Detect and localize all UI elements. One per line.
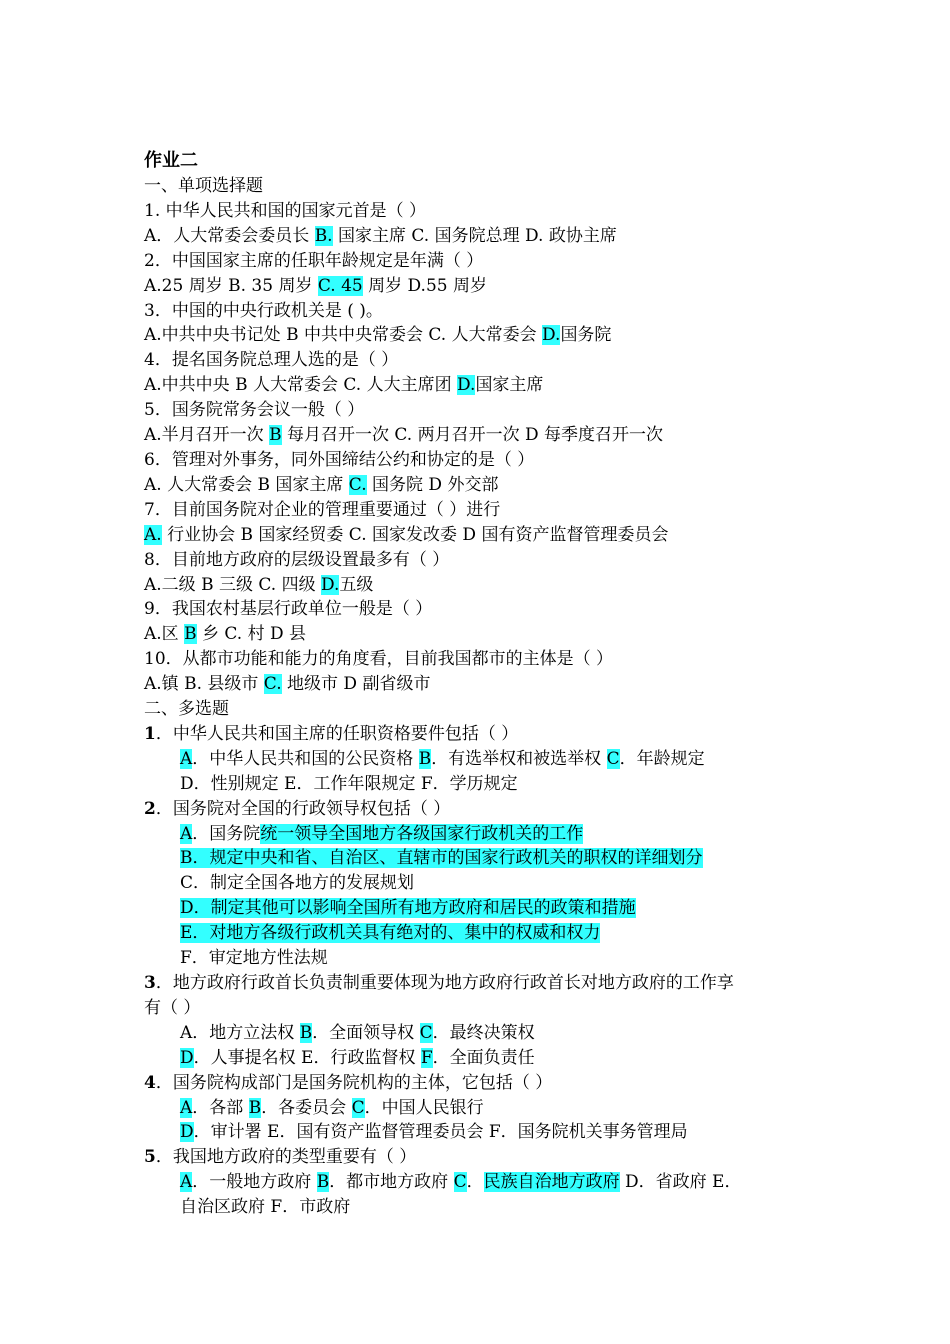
question-line: 5．国务院常务会议一般（ ） bbox=[144, 400, 365, 421]
options-line bbox=[144, 1046, 824, 1071]
option-text: 国务院 D 外交部 bbox=[366, 474, 499, 495]
options-line bbox=[144, 871, 824, 896]
options-line bbox=[144, 921, 824, 946]
answer-highlight: ．制定其他可以影响全国所有地方政府和居民的政策和措施 bbox=[193, 898, 636, 919]
question-line: 7．目前国务院对企业的管理重要通过（ ）进行 bbox=[144, 499, 501, 520]
option-text: 国务院 bbox=[560, 325, 612, 346]
answer-highlight: A bbox=[180, 1097, 193, 1118]
option-text: 行业协会 B 国家经贸委 C. 国家发改委 D 国有资产监督管理委员会 bbox=[161, 524, 669, 545]
answer-highlight: D bbox=[180, 1047, 194, 1068]
option-text: D．性别规定 E．工作年限规定 F．学历规定 bbox=[180, 773, 518, 794]
question-line bbox=[144, 722, 824, 747]
option-text: ．年龄规定 bbox=[619, 748, 705, 769]
answer-highlight: A bbox=[180, 1172, 193, 1193]
option-text: A．地方立法权 bbox=[180, 1022, 300, 1043]
question-line bbox=[144, 797, 824, 822]
answer-highlight: A bbox=[180, 823, 193, 844]
question-line bbox=[144, 1145, 824, 1170]
option-text: A.二级 B 三级 C. 四级 bbox=[144, 574, 321, 595]
answer-highlight: D. bbox=[457, 375, 476, 396]
options-line bbox=[144, 224, 824, 249]
question-line bbox=[144, 1071, 824, 1096]
question-text: ．中华人民共和国主席的任职资格要件包括（ ） bbox=[155, 723, 519, 744]
option-text: ．全面负责任 bbox=[432, 1047, 535, 1068]
answer-highlight: D bbox=[180, 1122, 194, 1143]
question-line: 4．提名国务院总理人选的是（ ） bbox=[144, 350, 399, 371]
answer-highlight: B bbox=[316, 1172, 330, 1193]
answer-highlight: B bbox=[299, 1022, 313, 1043]
option-text: D．省政府 E． bbox=[619, 1172, 742, 1193]
question-line: 1. 中华人民共和国的国家元首是（ ） bbox=[144, 200, 427, 221]
question-line: 3．中国的中央行政机关是 ( )。 bbox=[144, 300, 383, 321]
answer-highlight: F bbox=[420, 1047, 433, 1068]
option-text: F．审定地方性法规 bbox=[180, 948, 328, 969]
option-text: ．都市地方政府 bbox=[329, 1172, 454, 1193]
option-text: C．制定全国各地方的发展规划 bbox=[180, 873, 415, 894]
doc-title: 作业二 bbox=[144, 150, 198, 171]
answer-highlight: ．规定中央和省、自治区、直辖市的国家行政机关的职权的详细划分 bbox=[192, 848, 703, 869]
answer-highlight: B. bbox=[314, 225, 333, 246]
question-line-continued: 有（ ） bbox=[144, 997, 201, 1018]
answer-highlight: C bbox=[606, 748, 620, 769]
question-line: 9．我国农村基层行政单位一般是（ ） bbox=[144, 599, 433, 620]
options-line bbox=[144, 946, 824, 971]
answer-highlight: C. bbox=[348, 474, 367, 495]
question-text: ．国务院对全国的行政领导权包括（ ） bbox=[155, 798, 451, 819]
options-line bbox=[144, 323, 824, 348]
answer-highlight: A. bbox=[144, 524, 162, 545]
answer-highlight: C bbox=[453, 1172, 467, 1193]
option-text: 五级 bbox=[339, 574, 374, 595]
option-text: ．中国人民银行 bbox=[364, 1097, 484, 1118]
multi-choice-list bbox=[144, 722, 824, 1220]
options-line bbox=[144, 1096, 824, 1121]
answer-highlight: C bbox=[351, 1097, 365, 1118]
option-text: ．各委员会 bbox=[261, 1097, 352, 1118]
answer-highlight: C. 45 bbox=[317, 275, 363, 296]
option-text: ．最终决策权 bbox=[432, 1022, 535, 1043]
options-line bbox=[144, 622, 824, 647]
option-text: ． bbox=[466, 1172, 484, 1193]
question-number: 4 bbox=[144, 1072, 156, 1093]
options-line bbox=[144, 1195, 824, 1220]
question-line bbox=[144, 971, 824, 996]
option-text: A.中共中央书记处 B 中共中央常委会 C. 人大常委会 bbox=[144, 325, 542, 346]
answer-highlight: C bbox=[419, 1022, 433, 1043]
options-line bbox=[144, 772, 824, 797]
option-text: ．一般地方政府 bbox=[192, 1172, 317, 1193]
options-line bbox=[144, 1170, 824, 1195]
question-line: 2．中国国家主席的任职年龄规定是年满（ ） bbox=[144, 250, 484, 271]
question-number: 3 bbox=[144, 973, 156, 993]
option-text: ．各部 bbox=[192, 1097, 249, 1118]
question-line: 6．管理对外事务，同外国缔结公约和协定的是（ ） bbox=[144, 449, 535, 470]
option-text: ．有选举权和被选举权 bbox=[431, 748, 607, 769]
option-text: 国家主席 C. 国务院总理 D. 政协主席 bbox=[332, 225, 617, 246]
option-text: A．人大常委会委员长 bbox=[144, 225, 315, 246]
question-text: ．我国地方政府的类型重要有（ ） bbox=[155, 1147, 417, 1168]
options-line bbox=[144, 573, 824, 598]
answer-highlight: 统一领导全国地方各级国家行政机关的工作 bbox=[260, 823, 584, 844]
option-text: A.中共中央 B 人大常委会 C. 人大主席团 bbox=[144, 375, 457, 396]
answer-highlight: D. bbox=[542, 325, 561, 346]
options-line bbox=[144, 523, 824, 548]
answer-highlight: D. bbox=[321, 574, 340, 595]
answer-highlight: B bbox=[418, 748, 432, 769]
options-line bbox=[144, 672, 824, 697]
option-text: 地级市 D 副省级市 bbox=[281, 674, 431, 695]
option-text: 周岁 D.55 周岁 bbox=[362, 275, 487, 296]
options-line bbox=[144, 473, 824, 498]
question-text: ．国务院构成部门是国务院机构的主体，它包括（ ） bbox=[155, 1072, 553, 1093]
document-page bbox=[144, 148, 824, 1220]
options-line bbox=[144, 274, 824, 299]
options-line bbox=[144, 373, 824, 398]
answer-highlight: B bbox=[269, 425, 282, 446]
options-line bbox=[144, 747, 824, 772]
option-text: A.镇 B. 县级市 bbox=[144, 674, 264, 695]
answer-highlight: B bbox=[248, 1097, 262, 1118]
option-text: 国家主席 bbox=[475, 375, 544, 396]
question-number: 1 bbox=[144, 723, 156, 744]
answer-highlight: C. bbox=[263, 674, 282, 695]
option-text: 乡 C. 村 D 县 bbox=[196, 624, 307, 645]
question-number: 5 bbox=[144, 1147, 156, 1168]
options-line bbox=[144, 423, 824, 448]
answer-highlight: D bbox=[180, 898, 194, 919]
option-text: A.区 bbox=[144, 624, 185, 645]
option-text: A. 人大常委会 B 国家主席 bbox=[144, 474, 349, 495]
options-line bbox=[144, 846, 824, 871]
question-text: ．地方政府行政首长负责制重要体现为地方政府行政首长对地方政府的工作享 bbox=[155, 973, 734, 993]
answer-highlight: A bbox=[180, 748, 193, 769]
section-heading-single-choice: 一、单项选择题 bbox=[144, 176, 263, 196]
option-text: ．中华人民共和国的公民资格 bbox=[192, 748, 419, 769]
answer-highlight: E bbox=[180, 923, 193, 944]
question-number: 2 bbox=[144, 798, 156, 819]
options-line bbox=[144, 896, 824, 921]
section-heading-multi-choice: 二、多选题 bbox=[144, 699, 229, 720]
option-text: ．国务院 bbox=[192, 823, 261, 844]
option-text: A.25 周岁 B. 35 周岁 bbox=[144, 275, 318, 296]
options-line bbox=[144, 1021, 824, 1046]
options-line bbox=[144, 822, 824, 847]
question-line: 10．从都市功能和能力的角度看，目前我国都市的主体是（ ） bbox=[144, 649, 614, 670]
option-text: 每月召开一次 C. 两月召开一次 D 每季度召开一次 bbox=[281, 425, 664, 446]
answer-highlight: B bbox=[184, 624, 197, 645]
single-choice-list bbox=[144, 199, 824, 697]
option-text: ．人事提名权 E．行政监督权 bbox=[193, 1047, 421, 1068]
option-text: A.半月召开一次 bbox=[144, 425, 270, 446]
question-line: 8．目前地方政府的层级设置最多有（ ） bbox=[144, 549, 450, 570]
option-text: ．审计署 E．国有资产监督管理委员会 F．国务院机关事务管理局 bbox=[193, 1122, 688, 1143]
answer-highlight: B bbox=[180, 848, 193, 869]
option-text: 自治区政府 F．市政府 bbox=[180, 1197, 351, 1218]
option-text: ．全面领导权 bbox=[312, 1022, 420, 1043]
answer-highlight: 民族自治地方政府 bbox=[483, 1172, 620, 1193]
options-line bbox=[144, 1120, 824, 1145]
answer-highlight: ．对地方各级行政机关具有绝对的、集中的权威和权力 bbox=[192, 923, 601, 944]
